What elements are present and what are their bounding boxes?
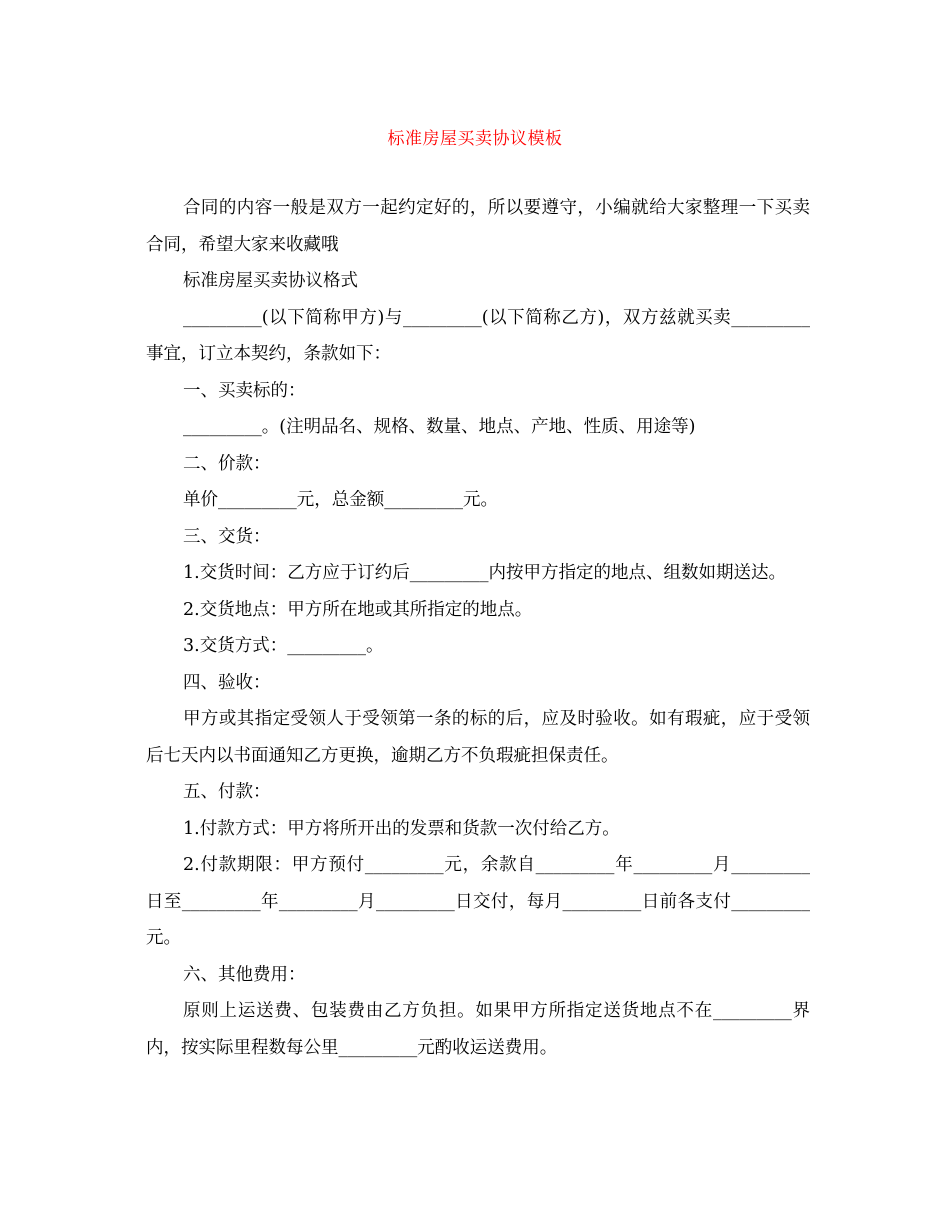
document-body bbox=[146, 190, 810, 1066]
paragraph-other-fees: 原则上运送费、包装费由乙方负担。如果甲方所指定送货地点不在_________界内，按实际里程数每公里_________元酌收运送费用。 bbox=[146, 1001, 810, 1058]
paragraph-delivery-place: 2.交货地点：甲方所在地或其所指定的地点。 bbox=[183, 599, 533, 620]
section-heading-inspection: 四、验收： bbox=[183, 672, 271, 693]
paragraph-delivery-time: 1.交货时间：乙方应于订约后_________内按甲方指定的地点、组数如期送达。 bbox=[183, 563, 786, 583]
paragraph-payment-deadline: 2.付款期限：甲方预付_________元，余款自_________年_________月_________日至_________年_________月_________日交付，每月_________日前各支付_________元。 bbox=[146, 855, 810, 948]
section-heading-subject: 一、买卖标的： bbox=[183, 380, 306, 401]
section-heading-payment: 五、付款： bbox=[183, 782, 271, 802]
paragraph-price: 单价_________元，总金额_________元。 bbox=[183, 490, 498, 510]
paragraph-inspection: 甲方或其指定受领人于受领第一条的标的后，应及时验收。如有瑕疵，应于受领后七天内以书面通知乙方更换，逾期乙方不负瑕疵担保责任。 bbox=[146, 709, 810, 766]
paragraph-format-heading: 标准房屋买卖协议格式 bbox=[183, 271, 358, 291]
section-heading-price: 二、价款： bbox=[183, 453, 271, 474]
document-title: 标准房屋买卖协议模板 bbox=[387, 129, 563, 149]
paragraph-intro: 合同的内容一般是双方一起约定好的，所以要遵守，小编就给大家整理一下买卖合同，希望大家来收藏哦 bbox=[146, 198, 810, 255]
section-heading-other-fees: 六、其他费用： bbox=[183, 964, 306, 985]
paragraph-payment-method: 1.付款方式：甲方将所开出的发票和货款一次付给乙方。 bbox=[183, 818, 620, 839]
paragraph-delivery-method: 3.交货方式：_________。 bbox=[183, 636, 384, 656]
paragraph-subject: _________。(注明品名、规格、数量、地点、产地、性质、用途等) bbox=[183, 417, 696, 437]
section-heading-delivery: 三、交货： bbox=[183, 526, 271, 547]
paragraph-parties: _________(以下简称甲方)与_________(以下简称乙方)，双方兹就买卖_________事宜，订立本契约，条款如下： bbox=[146, 307, 810, 364]
